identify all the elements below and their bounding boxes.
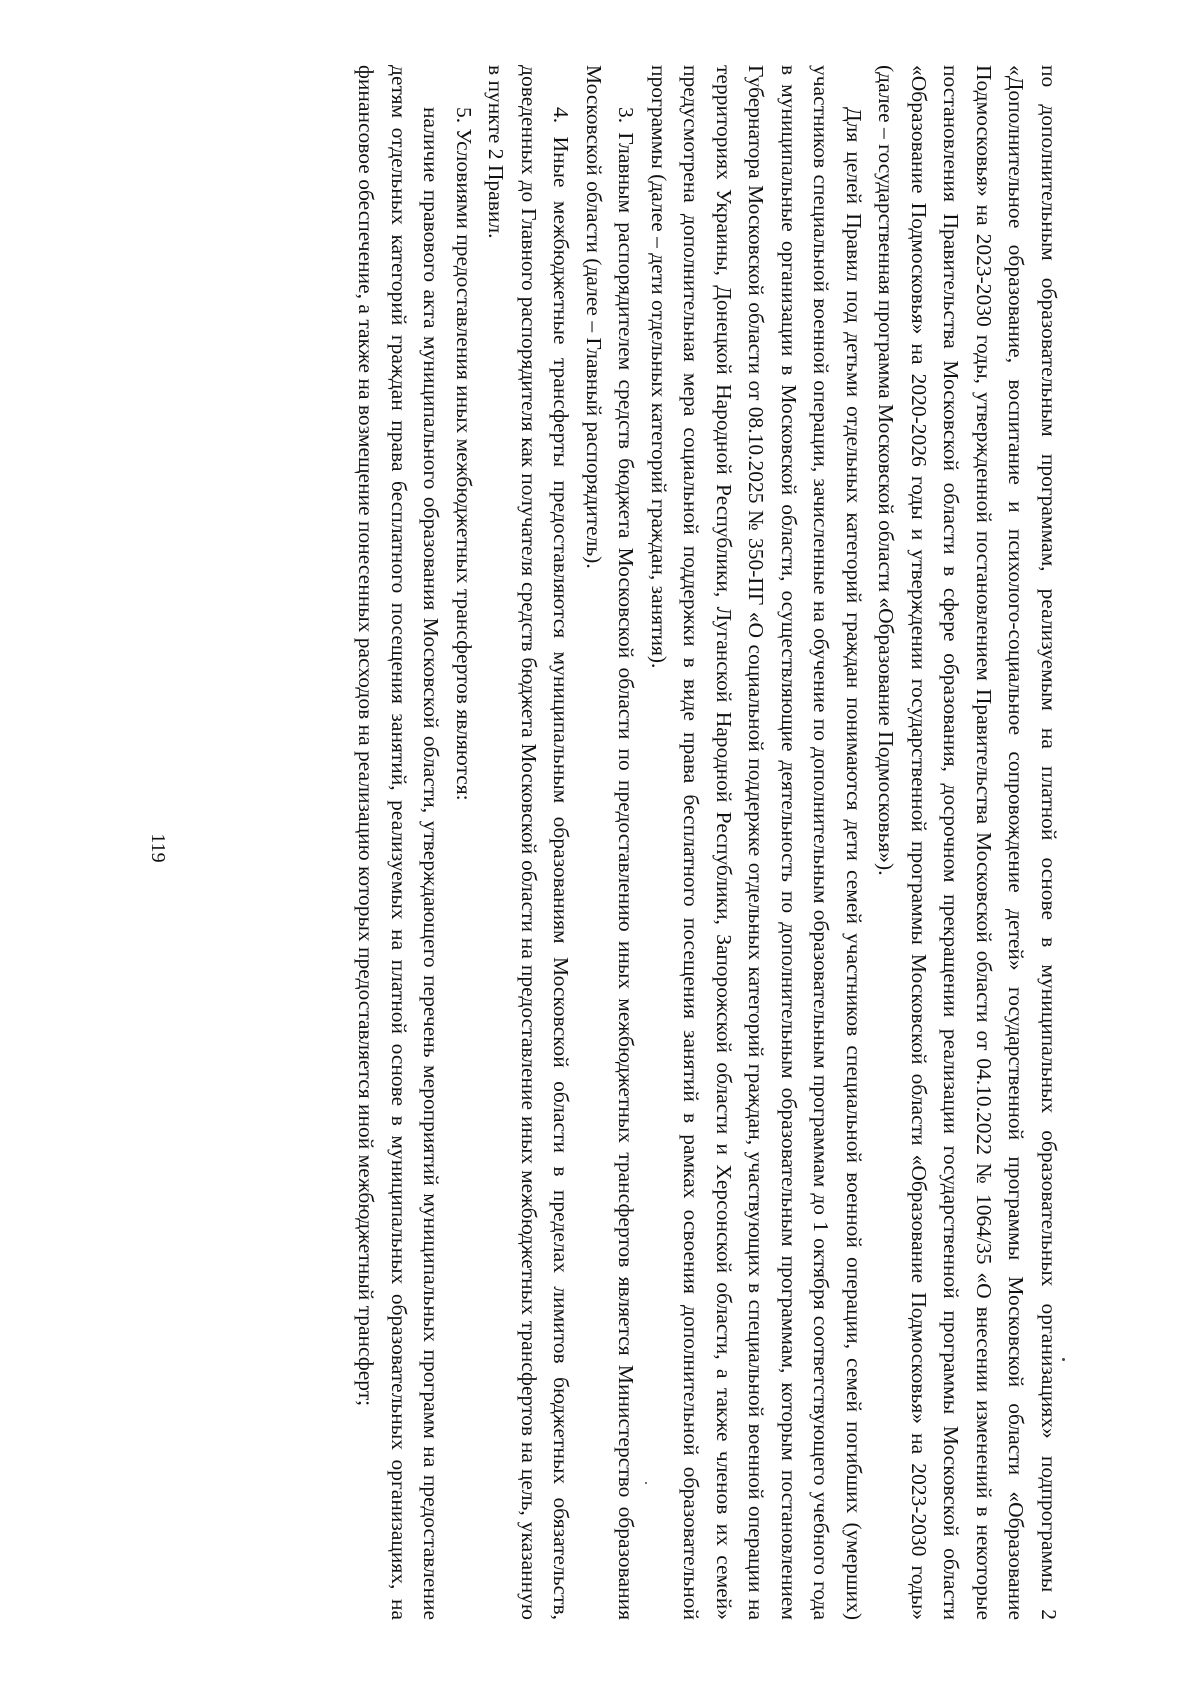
paragraph-continuation: по дополнительным образовательным программам, реализуемым на платной основе в муниципальных образовательных организациях» подпрограммы 2 «Дополнительное образование, воспитание и психолого-социальное сопровождение детей» государственной программы Московской области «Образование Подмосковья» на 2023-2030 годы, утвержденной постановлением Правительства Московской области от 04.10.2022 № 1064/35 «О внесении изменений в некоторые постановления Правительства Московской области в сфере образования, досрочном прекращении реализации государственной программы Московской области «Образование Подмосковья» на 2020-2026 годы и утверждении государственной программы Московской области «Образование Подмосковья» на 2023-2030 годы» (далее – государственная программа Московской области «Образование Подмосковья»). <box>874 65 1061 1620</box>
paragraph-item-3: 3. Главным распорядителем средств бюджета Московской области по предоставлению иных межбюджетных трансфертов является Министерство образования Московской области (далее – Главный распорядитель). <box>582 65 639 1620</box>
paragraph-definition: Для целей Правил под детьми отдельных категорий граждан понимаются дети семей участников специальной военной операции, семей погибших (умерших) участников специальной военной операции, зачисленные на обучение по дополнительным образовательным программам до 1 октября соответствующего учебного года в муниципальные организации в Московской области, осуществляющие деятельность по дополнительным образовательным программам, которым постановлением Губернатора Московской области от 08.10.2025 № 350-ПГ «О социальной поддержке отдельных категорий граждан, участвующих в специальной военной операции на территориях Украины, Донецкой Народной Республики, Луганской Народной Республики, Запорожской области и Херсонской области, а также членов их семей» предусмотрена дополнительная мера социальной поддержки в виде права бесплатного посещения занятий в рамках освоения дополнительной образовательной программы (далее – дети отдельных категорий граждан, занятия). <box>647 65 866 1620</box>
paragraph-item-4: 4. Иные межбюджетные трансферты предоставляются муниципальным образованиям Московской области в пределах лимитов бюджетных обязательств, доведенных до Главного распорядителя как получателя средств бюджета Московской области на предоставление иных межбюджетных трансфертов на цель, указанную в пункте 2 Правил. <box>484 65 574 1620</box>
document-text <box>180 65 1065 1620</box>
document-page <box>180 65 1065 1620</box>
page-number: 119 <box>147 833 169 863</box>
stray-dot <box>645 1482 647 1484</box>
paragraph-item-5: 5. Условиями предоставления иных межбюджетных трансфертов являются: <box>452 107 476 801</box>
paragraph-condition: наличие правового акта муниципального образования Московской области, утверждающего перечень мероприятий муниципальных программ на предоставление детям отдельных категорий граждан права бесплатного посещения занятий, реализуемых на платной основе в муниципальных образовательных организациях, на финансовое обеспечение, а также на возмещение понесенных расходов на реализацию которых предоставляется иной межбюджетный трансферт; <box>354 65 444 1620</box>
stray-dot <box>1062 1358 1065 1361</box>
